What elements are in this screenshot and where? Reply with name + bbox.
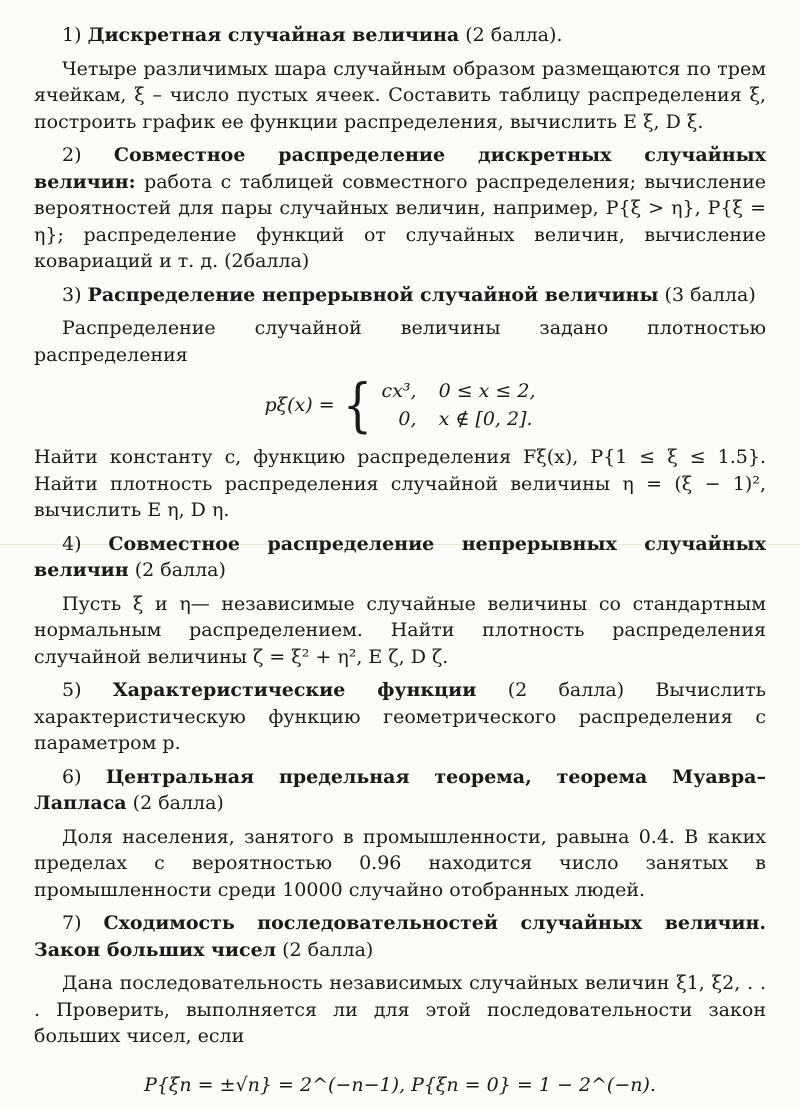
problem-points: (2 балла) (132, 792, 224, 814)
problem-3-text: Распределение случайной величины задано плотностью распределения (34, 317, 766, 366)
case-expression: 0, (398, 408, 417, 430)
problem-1-heading (34, 22, 766, 49)
problem-4-heading (34, 531, 766, 584)
problem-3-question: Найти константу c, функцию распределения Fξ(x), P{1 ≤ ξ ≤ 1.5}. Найти плотность распределения случайной величины η = (ξ − 1)², вычислить E η, D η. (34, 446, 766, 521)
problem-title: Совместное распределение непрерывных случайных величин (34, 532, 766, 581)
problem-7-heading (34, 910, 766, 963)
problem-4-text: Пусть ξ и η— независимые случайные величины со стандартным нормальным распределением. Найти плотность распределения случайной величины ζ = ξ² + η², E ζ, D ζ. (34, 592, 766, 668)
problem-points: (2 балла) (282, 938, 374, 961)
problem-number: 6) (62, 765, 82, 788)
problem-points: (3 балла) (664, 283, 756, 306)
problem-title: Характеристические функции (112, 679, 477, 701)
problem-5 (34, 677, 766, 757)
left-brace-symbol: { (342, 371, 372, 439)
problem-number: 1) (62, 24, 82, 46)
problem-number: 7) (62, 912, 82, 934)
document-page (34, 22, 766, 1108)
problem-3-heading (34, 282, 766, 309)
problem-number: 5) (62, 679, 82, 701)
problem-points: (2 балла) (507, 679, 625, 701)
problem-points: (2 балла) (134, 559, 226, 581)
problem-title: Центральная предельная теорема, теорема Муавра–Лапласа (34, 765, 766, 814)
problem-points: (2 балла). (465, 24, 563, 46)
problem-2 (34, 142, 766, 275)
problem-title: Совместное распределение дискретных случайных величин: (34, 144, 767, 193)
problem-number: 2) (62, 144, 82, 166)
case-condition: 0 ≤ x ≤ 2, (438, 380, 536, 402)
formula-lhs: pξ(x) = (264, 393, 335, 416)
formula-cases (382, 378, 536, 432)
problem-1-text: Четыре различимых шара случайным образом размещаются по трем ячейкам, ξ – число пустых ячеек. Составить таблицу распределения ξ, построить график ее функции распределения, вычислить E ξ, D ξ. (34, 57, 766, 133)
problem-text: работа с таблицей совместного распределения; вычисление вероятностей для пары случайных величин, например, P{ξ > η}, P{ξ = η}; распределение функций от случайных величин, вычисление ковариаций и т. д. (2балла) (34, 170, 766, 272)
probability-formula (34, 1072, 766, 1099)
case-expression: cx³, (381, 380, 417, 402)
problem-number: 4) (62, 532, 82, 555)
problem-text: Вычислить характеристическую функцию геометрического распределения с параметром p. (34, 679, 766, 754)
problem-title: Дискретная случайная величина (87, 24, 460, 46)
problem-7-text: Дана последовательность независимых случайных величин ξ1, ξ2, . . . Проверить, выполняется ли для этой последовательности закон больших чисел, если (34, 972, 766, 1047)
problem-6-text: Доля населения, занятого в промышленности, равына 0.4. В каких пределах с вероятностью 0.96 находится число занятых в промышленности среди 10000 случайно отобранных людей. (34, 825, 766, 901)
formula-text: P{ξn = ±√n} = 2^(−n−1), P{ξn = 0} = 1 − 2^(−n). (144, 1073, 656, 1096)
problem-number: 3) (62, 283, 82, 306)
case-condition: x ∉ [0, 2]. (438, 408, 533, 430)
problem-title: Сходимость последовательностей случайных величин. Закон больших чисел (34, 912, 766, 961)
problem-title: Распределение непрерывной случайной величины (87, 283, 659, 306)
problem-6-heading (34, 764, 766, 817)
density-formula (34, 371, 766, 439)
